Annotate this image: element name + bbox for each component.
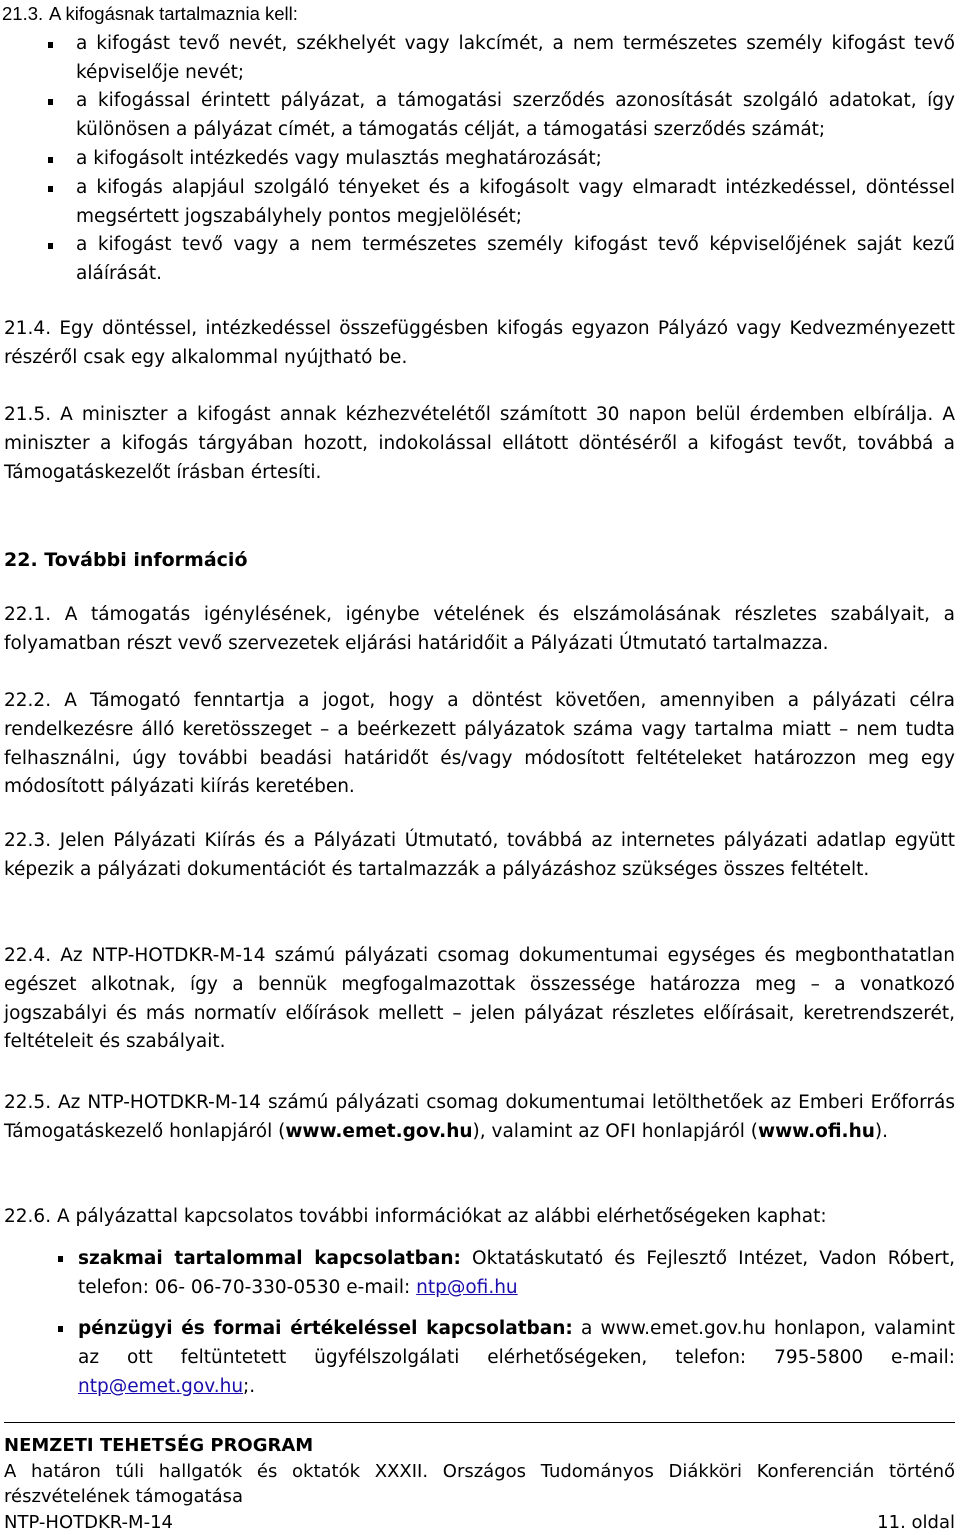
section-number: 21.4. (4, 318, 51, 339)
section-text: A Támogató fenntartja a jogot, hogy a döntést követően, amennyiben a pályázati célra rendelkezésre álló keretösszeget – a beérkezett pályázatok száma vagy tartalma miatt – nem tudta felhasználni, úgy további beadási határidőt és/vagy módosított feltételeket határozzon meg egy módosított pályázati kiírás keretében. (4, 690, 955, 797)
section-22-heading (4, 546, 248, 574)
page-number: 11. oldal (877, 1510, 955, 1535)
emet-email-link[interactable]: ntp@emet.gov.hu (78, 1376, 243, 1397)
contact-text: ;. (243, 1376, 255, 1397)
contact-financial (4, 1314, 955, 1401)
section-text: A támogatás igénylésének, igénybe vételének és elszámolásának részletes szabályait, a folyamatban részt vevő szervezetek eljárási határidőit a Pályázati Útmutató tartalmazza. (4, 604, 955, 654)
section-22-1 (4, 601, 955, 659)
section-number: 22.3. (4, 830, 51, 851)
section-text: A pályázattal kapcsolatos további információkat az alábbi elérhetőségeken kaphat: (57, 1206, 827, 1227)
section-title: További információ (44, 549, 247, 571)
contact-text: Oktatáskutató és Fejlesztő Intézet, Vadon Róbert, telefon: 06- 06-70-330-0530 e-mail: (78, 1248, 955, 1298)
contact-text: a www.emet.gov.hu honlapon, valamint az ott feltüntetett ügyfélszolgálati elérhetőségeken, telefon: 795-5800 e-mail: (78, 1318, 955, 1368)
section-text: A miniszter a kifogást annak kézhezvételétől számított 30 napon belül érdemben elbírálja. A miniszter a kifogás tárgyában hozott, indokolással ellátott döntéséről a kifogást tevőt, továbbá a Támogatáskezelőt írásban értesíti. (4, 404, 955, 483)
requirements-list (2, 30, 955, 289)
contact-label: szakmai tartalommal kapcsolatban: (78, 1248, 461, 1269)
footer-description: A határon túli hallgatók és oktatók XXXII. Országos Tudományos Diákköri Konferencián történő részvételének támogatása (4, 1459, 955, 1510)
section-22-6-intro (4, 1203, 955, 1232)
section-number: 22.6. (4, 1206, 51, 1227)
list-item: a kifogással érintett pályázat, a támogatási szerződés azonosítását szolgáló adatokat, így különösen a pályázat címét, a támogatás célját, a támogatási szerződés számát; (2, 87, 955, 145)
section-22-6 (4, 1203, 955, 1401)
section-text: Egy döntéssel, intézkedéssel összefüggésben kifogás egyazon Pályázó vagy Kedvezményezett részéről csak egy alkalommal nyújtható be. (4, 318, 955, 368)
section-text: ). (875, 1121, 888, 1142)
section-22-3 (4, 827, 955, 885)
contact-label: pénzügyi és formai értékeléssel kapcsolatban: (78, 1318, 573, 1339)
list-item: a kifogást tevő nevét, székhelyét vagy lakcímét, a nem természetes személy kifogást tevő képviselője nevét; (2, 30, 955, 88)
list-item: a kifogást tevő vagy a nem természetes személy kifogást tevő képviselőjének saját kezű aláírását. (2, 231, 955, 289)
footer-bottom-row (4, 1510, 955, 1535)
emet-website-link[interactable]: www.emet.gov.hu (285, 1121, 472, 1142)
section-21-3-heading (2, 0, 955, 30)
section-number: 21.3. (2, 3, 43, 24)
page-footer (4, 1422, 955, 1535)
contacts-list (4, 1244, 955, 1401)
section-number: 21.5. (4, 404, 51, 425)
section-22-5 (4, 1089, 955, 1147)
section-22-4 (4, 942, 955, 1057)
section-number: 22.4. (4, 945, 51, 966)
section-21-4 (4, 315, 955, 373)
section-21-5 (4, 401, 955, 487)
ofi-email-link[interactable]: ntp@ofi.hu (416, 1277, 518, 1298)
section-number: 22.2. (4, 690, 51, 711)
list-item: a kifogás alapjául szolgáló tényeket és a kifogásolt vagy elmaradt intézkedéssel, döntéssel megsértett jogszabályhely pontos megjelölését; (2, 174, 955, 232)
footer-code: NTP-HOTDKR-M-14 (4, 1510, 173, 1535)
section-21-3 (2, 0, 955, 289)
section-text: Jelen Pályázati Kiírás és a Pályázati Útmutató, továbbá az internetes pályázati adatlap együtt képezik a pályázati dokumentációt és tartalmazzák a pályázáshoz szükséges összes feltételt. (4, 830, 955, 880)
section-number: 22.1. (4, 604, 51, 625)
section-22-2 (4, 687, 955, 802)
list-item: a kifogásolt intézkedés vagy mulasztás meghatározását; (2, 145, 955, 174)
section-number: 22.5. (4, 1092, 51, 1113)
ofi-website-link[interactable]: www.ofi.hu (758, 1121, 875, 1142)
footer-program-title: NEMZETI TEHETSÉG PROGRAM (4, 1433, 955, 1459)
contact-professional (4, 1244, 955, 1302)
section-number: 22. (4, 549, 38, 571)
section-text: ), valamint az OFI honlapjáról ( (473, 1121, 758, 1142)
section-intro: A kifogásnak tartalmaznia kell: (49, 3, 298, 24)
section-text: Az NTP-HOTDKR-M-14 számú pályázati csomag dokumentumai egységes és megbonthatatlan egészet alkotnak, így a bennük megfogalmazottak összessége határozza meg – a vonatkozó jogszabályi és más normatív előírások mellett – jelen pályázat részletes előírásait, keretrendszerét, feltételeit és szabályait. (4, 945, 955, 1052)
section-text: Az NTP-HOTDKR-M-14 számú pályázati csomag dokumentumai letölthetőek az Emberi Erőforrás Támogatáskezelő honlapjáról ( (4, 1092, 955, 1142)
